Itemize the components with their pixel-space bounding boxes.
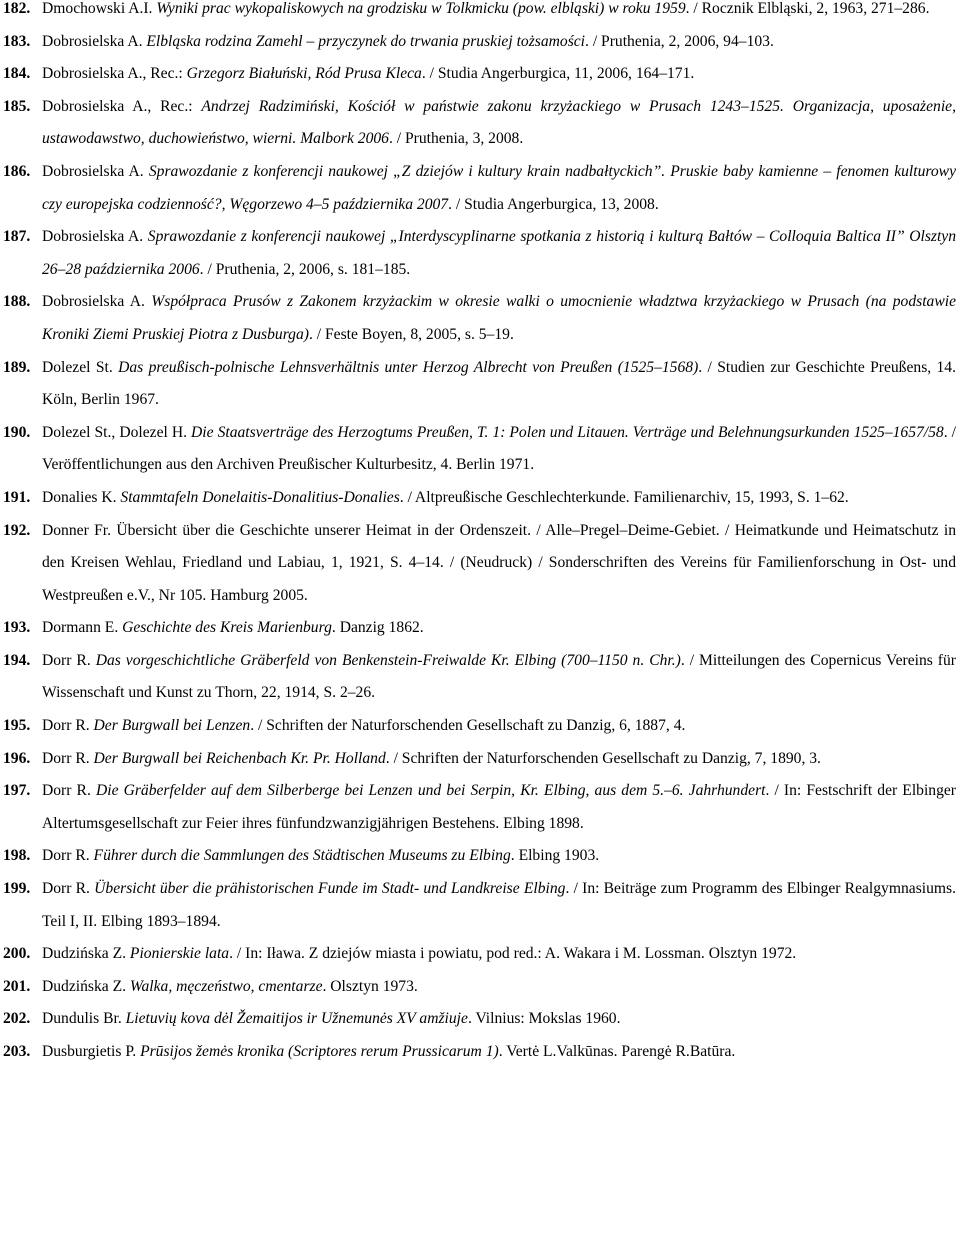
entry-title: Übersicht über die prähistorischen Funde im Stadt- und Landkreise Elbing xyxy=(94,880,566,898)
entry-text xyxy=(42,65,694,82)
entry-segment: . / Altpreußische Geschlechterkunde. Familienarchiv, 15, 1993, S. 1–62. xyxy=(399,488,849,506)
bibliography-entry xyxy=(0,417,960,482)
entry-title: Lietuvių kova dėl Žemaitijos ir Užnemunės XV amžiuje xyxy=(125,1010,468,1028)
bibliography-entry xyxy=(0,840,960,873)
entry-number: 188. xyxy=(3,293,31,311)
entry-title: Grzegorz Białuński, Ród Prusa Kleca xyxy=(186,65,422,83)
entry-title: Współpraca Prusów z Zakonem krzyżackim w okresie walki o umocnienie władztwa krzyżackiego w Prusach (na podstawie Kroniki Ziemi Pruskiej Piotra z Dusburga) xyxy=(42,293,956,343)
entry-segment: . / In: Festschrift der Elbinger Altertumsgesellschaft zur Feier ihres fünfundzwanzigjährigen Bestehens. Elbing 1898. xyxy=(42,782,957,832)
entry-segment: . / Pruthenia, 3, 2008. xyxy=(388,130,524,148)
entry-text xyxy=(42,847,599,864)
entry-text xyxy=(42,0,929,17)
entry-segment: Dmochowski A.I. xyxy=(42,0,157,17)
entry-text xyxy=(42,293,956,343)
entry-text xyxy=(42,750,821,767)
entry-segment: Dobrosielska A., Rec.: xyxy=(42,97,202,115)
entry-title: Das vorgeschichtliche Gräberfeld von Benkenstein-Freiwalde Kr. Elbing (700–1150 n. Chr.) xyxy=(95,651,681,669)
entry-number: 182. xyxy=(3,0,31,17)
entry-number: 198. xyxy=(3,847,31,865)
bibliography-entry xyxy=(0,515,960,613)
entry-title: Wyniki prac wykopaliskowych na grodzisku w Tolkmicku (pow. elbląski) w roku 1959 xyxy=(156,0,686,17)
entry-segment: Dorr R. xyxy=(42,782,96,800)
entry-number: 201. xyxy=(3,977,31,995)
bibliography-entry xyxy=(0,1036,960,1069)
entry-text xyxy=(42,978,418,995)
entry-segment: Dorr R. xyxy=(42,749,94,767)
entry-segment: Dobrosielska A. xyxy=(42,293,152,311)
entry-segment: Dusburgietis P. xyxy=(42,1043,141,1060)
entry-text xyxy=(42,652,956,702)
entry-segment: . / Studia Angerburgica, 11, 2006, 164–171. xyxy=(421,65,695,83)
entry-title: Prūsijos žemės kronika (Scriptores rerum Prussicarum 1) xyxy=(140,1043,499,1060)
bibliography-entry xyxy=(0,26,960,59)
entry-segment: . Vertė L.Valkūnas. Parengė R.Batūra. xyxy=(498,1043,736,1060)
entry-title: Das preußisch-polnische Lehnsverhältnis unter Herzog Albrecht von Preußen (1525–1568) xyxy=(118,358,699,376)
entry-number: 187. xyxy=(3,228,31,246)
entry-segment: . / In: Iława. Z dziejów miasta i powiatu, pod red.: A. Wakara i M. Lossman. Olsztyn 1972. xyxy=(229,945,797,963)
entry-segment: . Vilnius: Mokslas 1960. xyxy=(467,1010,621,1028)
entry-segment: . / Schriften der Naturforschenden Gesellschaft zu Danzig, 6, 1887, 4. xyxy=(250,717,686,735)
entry-number: 185. xyxy=(3,97,31,115)
entry-title: Sprawozdanie z konferencji naukowej „Z dziejów i kultury krain nadbałtyckich”. Pruskie baby kamienne – fenomen kulturowy czy europejska codzienność?, Węgorzewo 4–5 października 2007 xyxy=(42,162,957,213)
entry-segment: . / Pruthenia, 2, 2006, s. 181–185. xyxy=(199,260,411,278)
bibliography-entry xyxy=(0,0,960,26)
entry-text xyxy=(42,945,796,962)
entry-title: Geschichte des Kreis Marienburg xyxy=(122,619,332,637)
entry-title: Stammtafeln Donelaitis-Donalitius-Donalies xyxy=(120,488,400,506)
entry-segment: . / Studien zur Geschichte Preußens, 14. Köln, Berlin 1967. xyxy=(42,358,957,409)
entry-text xyxy=(42,880,956,930)
bibliography-entry xyxy=(0,1003,960,1036)
entry-text xyxy=(42,1010,621,1027)
entry-segment: Dolezel St., Dolezel H. xyxy=(42,423,192,441)
entry-title: Sprawozdanie z konferencji naukowej „Interdyscyplinarne spotkania z historią i kulturą Bałtów – Colloquia Baltica II” Olsztyn 26–28 października 2006 xyxy=(42,228,957,278)
entry-segment: Dorr R. xyxy=(42,651,96,669)
entry-segment: Dorr R. xyxy=(42,717,94,735)
entry-title: Andrzej Radzimiński, Kościół w państwie zakonu krzyżackiego w Prusach 1243–1525. Organizacja, uposażenie, ustawodawstwo, duchowieństwo, wierni. Malbork 2006 xyxy=(42,97,956,148)
entry-text xyxy=(42,163,956,213)
entry-title: Walka, męczeństwo, cmentarze xyxy=(129,977,323,995)
entry-title: Der Burgwall bei Reichenbach Kr. Pr. Holland xyxy=(93,749,386,767)
entry-number: 199. xyxy=(3,880,31,898)
entry-title: Pionierskie lata xyxy=(129,945,230,963)
entry-number: 196. xyxy=(3,749,31,767)
entry-text xyxy=(42,228,956,278)
entry-segment: Dudzińska Z. xyxy=(42,977,130,995)
entry-text xyxy=(42,1043,735,1060)
entry-segment: Dormann E. xyxy=(42,619,123,637)
bibliography-entry xyxy=(0,775,960,840)
bibliography-entry xyxy=(0,873,960,938)
entry-segment: . Olsztyn 1973. xyxy=(322,977,418,995)
entry-segment: . Elbing 1903. xyxy=(510,847,600,865)
entry-segment: . / Studia Angerburgica, 13, 2008. xyxy=(448,195,659,213)
bibliography-entry xyxy=(0,156,960,221)
entry-text xyxy=(42,98,956,148)
entry-number: 197. xyxy=(3,782,31,800)
entry-segment: Donalies K. xyxy=(42,488,121,506)
bibliography-entry xyxy=(0,612,960,645)
entry-text xyxy=(42,489,849,506)
entry-title: Führer durch die Sammlungen des Städtischen Museums zu Elbing xyxy=(93,847,511,865)
bibliography-entry xyxy=(0,938,960,971)
entry-segment: . / In: Beiträge zum Programm des Elbinger Realgymnasiums. Teil I, II. Elbing 1893–1894. xyxy=(42,880,956,930)
entry-title: Die Staatsverträge des Herzogtums Preußen, T. 1: Polen und Litauen. Verträge und Belehnungsurkunden 1525–1657/58 xyxy=(191,423,944,441)
entry-segment: Dobrosielska A., Rec.: xyxy=(42,65,187,83)
entry-number: 190. xyxy=(3,423,31,441)
entry-segment: Dorr R. xyxy=(42,847,94,865)
bibliography-entry xyxy=(0,91,960,156)
entry-segment: . / Rocznik Elbląski, 2, 1963, 271–286. xyxy=(685,0,930,17)
bibliography-entry xyxy=(0,645,960,710)
entry-number: 191. xyxy=(3,488,31,506)
entry-segment: . / Feste Boyen, 8, 2005, s. 5–19. xyxy=(308,325,514,343)
entry-number: 186. xyxy=(3,162,31,180)
entry-segment: . / Schriften der Naturforschenden Gesellschaft zu Danzig, 7, 1890, 3. xyxy=(385,749,821,767)
bibliography-entry xyxy=(0,710,960,743)
entry-number: 202. xyxy=(3,1010,31,1028)
entry-number: 184. xyxy=(3,65,31,83)
entry-text xyxy=(42,782,956,832)
entry-text xyxy=(42,619,424,636)
bibliography-entry xyxy=(0,221,960,286)
entry-text xyxy=(42,33,774,50)
entry-segment: Donner Fr. Übersicht über die Geschichte unserer Heimat in der Ordenszeit. / Alle–Pregel–Deime-Gebiet. / Heimatkunde und Heimatschutz in den Kreisen Wehlau, Friedland und Labiau, 1, 1921, S. 4–14. / (Neudruck) / Sonderschriften des Vereins für Familienforschung in Ost- und Westpreußen e.V., Nr 105. Hamburg 2005. xyxy=(42,521,956,604)
bibliography-entry xyxy=(0,352,960,417)
entry-number: 195. xyxy=(3,717,31,735)
entry-segment: . / Veröffentlichungen aus den Archiven Preußischer Kulturbesitz, 4. Berlin 1971. xyxy=(42,423,956,474)
entry-segment: Dorr R. xyxy=(42,880,95,898)
entry-segment: . / Mitteilungen des Copernicus Vereins für Wissenschaft und Kunst zu Thorn, 22, 1914, S. 2–26. xyxy=(42,651,956,702)
entry-text xyxy=(42,424,956,474)
entry-number: 192. xyxy=(3,521,31,539)
bibliography-entry xyxy=(0,482,960,515)
entry-segment: Dolezel St. xyxy=(42,358,119,376)
entry-segment: Dobrosielska A. xyxy=(42,228,148,246)
entry-segment: Dundulis Br. xyxy=(42,1010,126,1028)
entry-number: 200. xyxy=(3,945,31,963)
entry-segment: . Danzig 1862. xyxy=(331,619,424,637)
bibliography-entry xyxy=(0,286,960,351)
entry-segment: Dobrosielska A. xyxy=(42,32,147,50)
entry-segment: Dudzińska Z. xyxy=(42,945,130,963)
bibliography-entry xyxy=(0,971,960,1004)
entry-title: Elbląska rodzina Zamehl – przyczynek do trwania pruskiej tożsamości xyxy=(146,32,586,50)
entry-number: 183. xyxy=(3,32,31,50)
entry-number: 193. xyxy=(3,619,31,637)
bibliography-entry xyxy=(0,743,960,776)
entry-segment: . / Pruthenia, 2, 2006, 94–103. xyxy=(585,32,774,50)
entry-number: 194. xyxy=(3,651,31,669)
entry-text xyxy=(42,359,956,409)
entry-title: Der Burgwall bei Lenzen xyxy=(93,717,251,735)
entry-text xyxy=(42,717,685,734)
bibliography-entry xyxy=(0,58,960,91)
entry-title: Die Gräberfelder auf dem Silberberge bei Lenzen und bei Serpin, Kr. Elbing, aus dem 5.–6. Jahrhundert xyxy=(95,782,766,800)
entry-number: 203. xyxy=(3,1043,31,1060)
entry-number: 189. xyxy=(3,358,31,376)
entry-text xyxy=(42,522,956,604)
entry-segment: Dobrosielska A. xyxy=(42,162,149,180)
